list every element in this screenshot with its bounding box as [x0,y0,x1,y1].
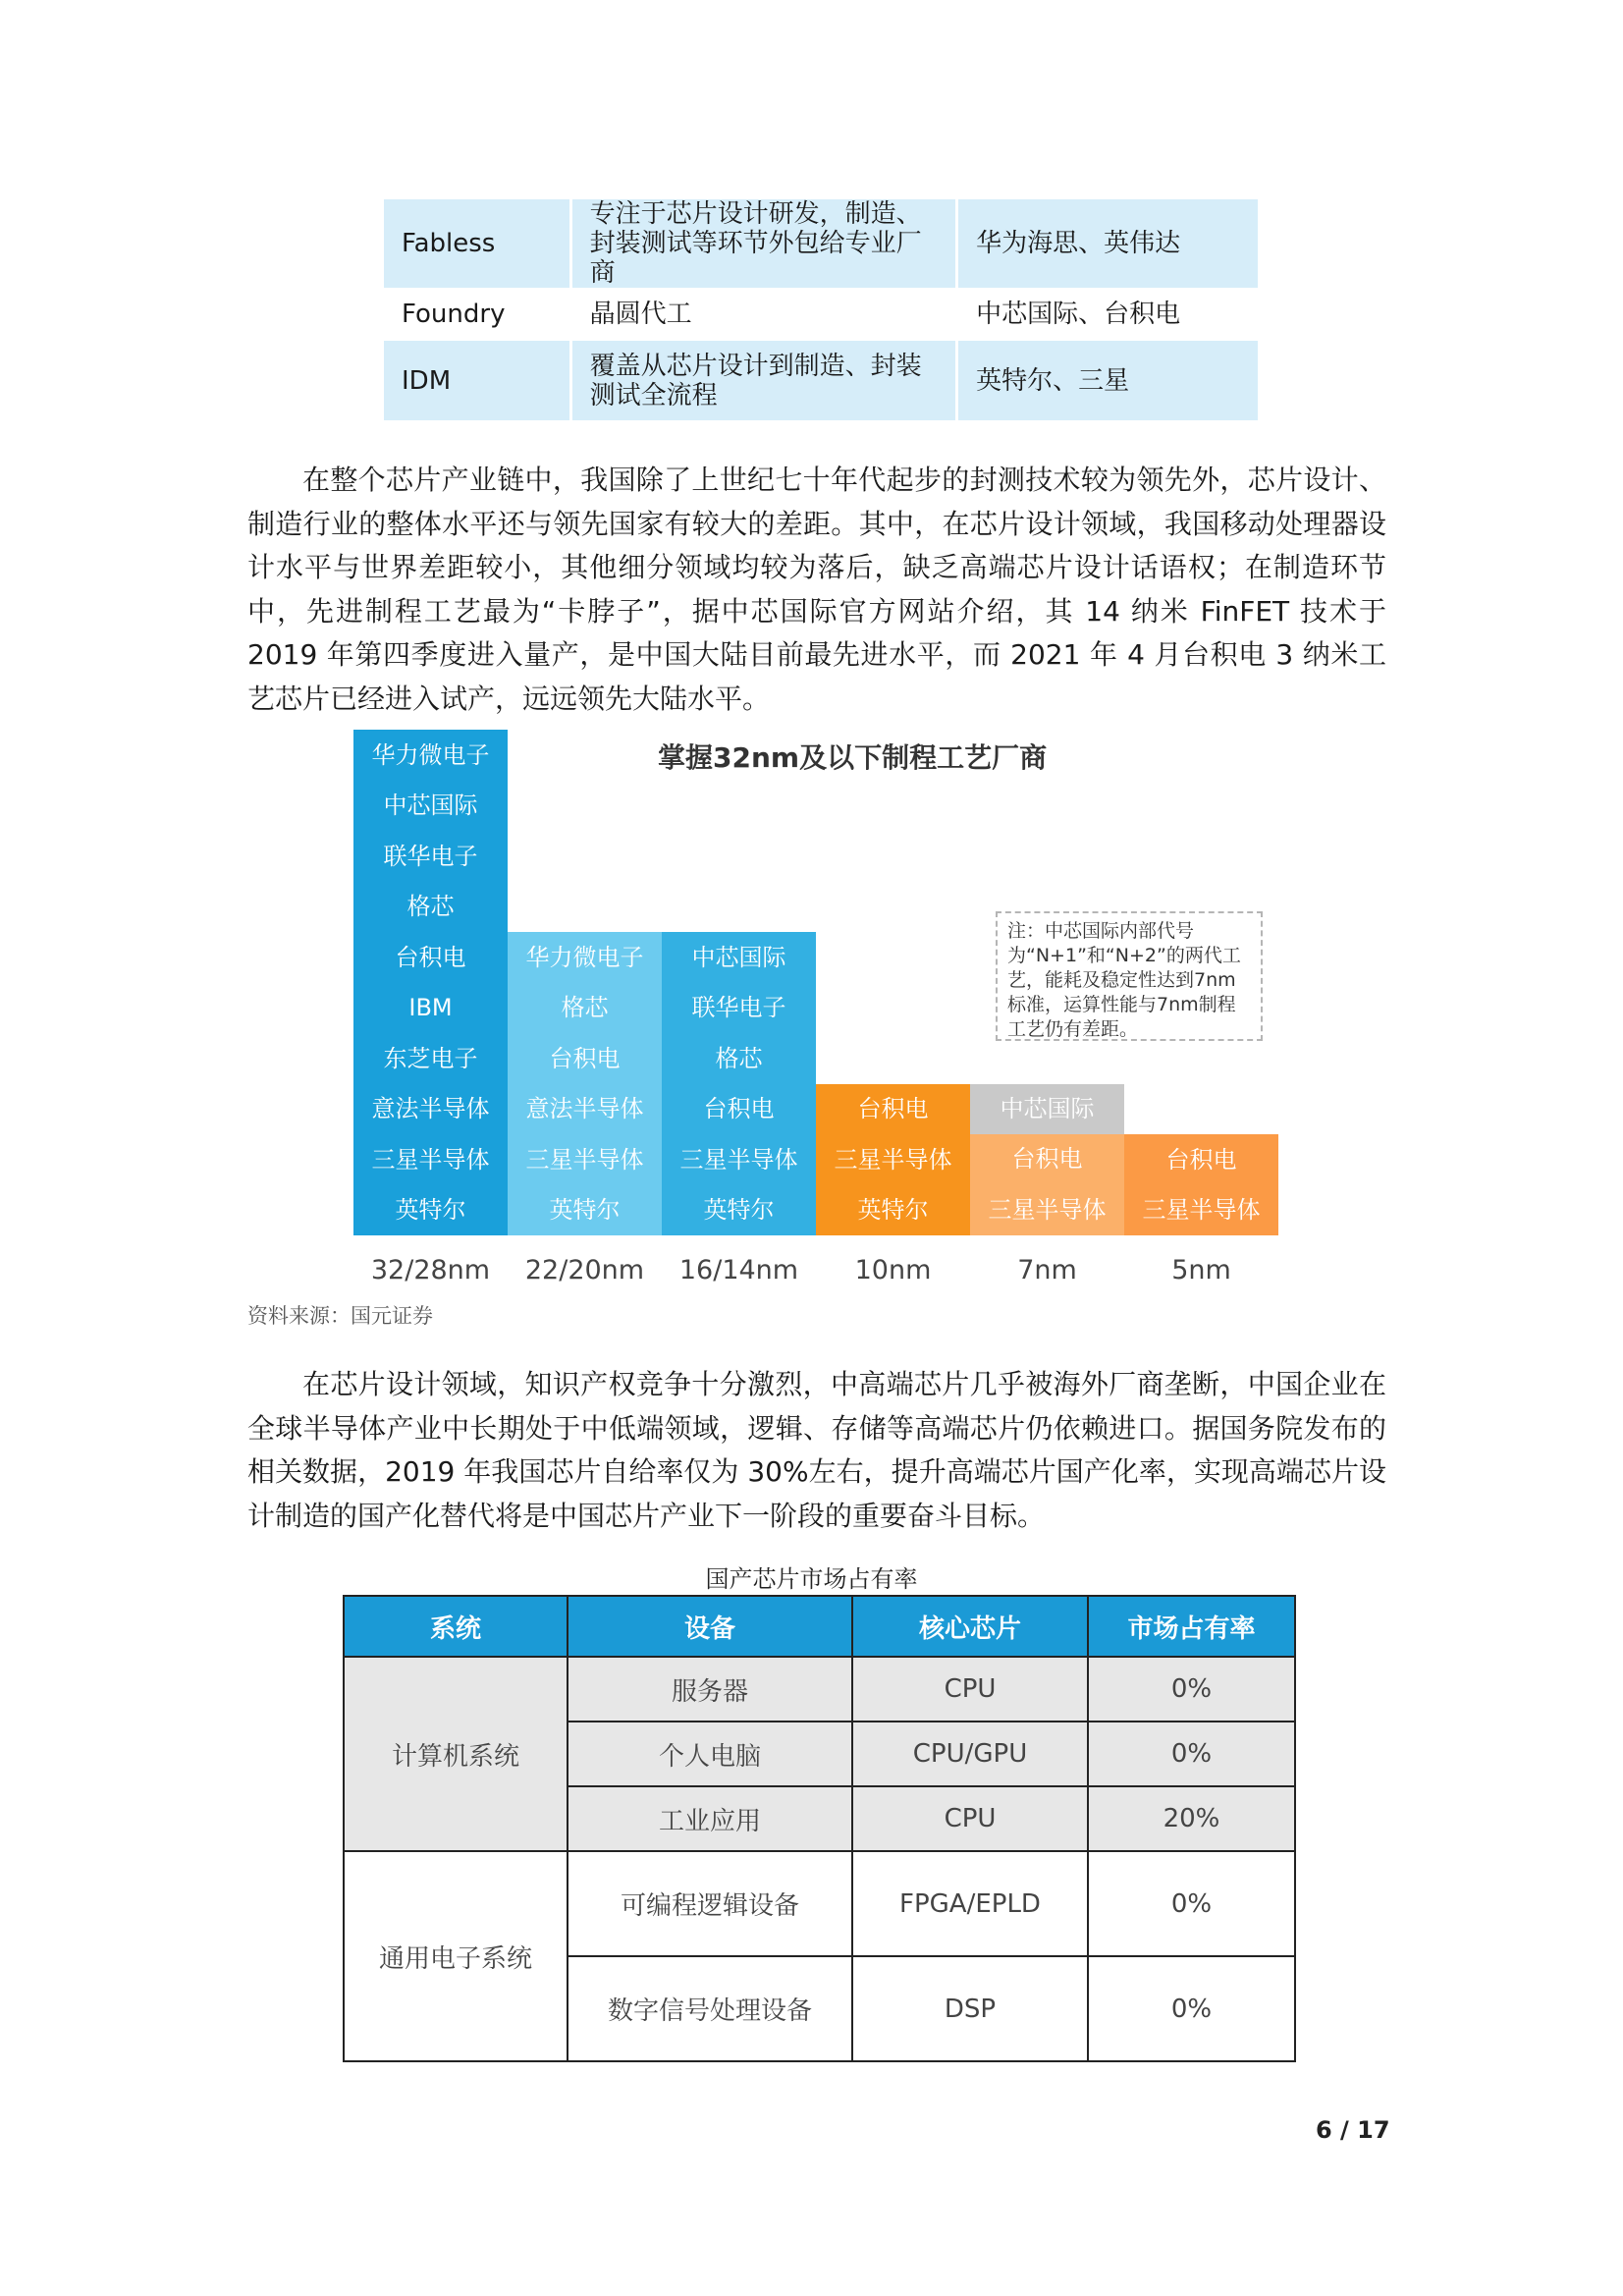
table-row [384,341,1258,420]
share-cell: 0% [1088,1657,1295,1722]
device-cell: 工业应用 [568,1786,852,1851]
share-cell: 0% [1088,1851,1295,1956]
chart-column-10nm [816,1084,970,1236]
body-paragraph: 在芯片设计领域，知识产权竞争十分激烈，中高端芯片几乎被海外厂商垄断，中国企业在全球半导体产业中长期处于中低端领域，逻辑、存储等高端芯片仍依赖进口。据国务院发布的相关数据，2019 年我国芯片自给率仅为 30%左右，提升高端芯片国产化率，实现高端芯片设计制造的国产化替代将是中国芯片产业下一阶段的重要奋斗目标。 [247,1368,1386,1532]
share-cell: 20% [1088,1786,1295,1851]
process-node-chart [344,727,1286,1296]
chip-cell: CPU [852,1786,1088,1851]
chart-company-label: 台积电 [970,1134,1124,1185]
model-cell: Fabless [384,199,572,288]
chart-company-label: 格芯 [715,1044,763,1072]
chart-x-label: 22/20nm [524,1255,645,1285]
chart-company-label: 台积电 [703,1095,775,1123]
share-cell: 0% [1088,1956,1295,2061]
chip-cell: CPU/GPU [852,1722,1088,1786]
chart-column-32-28nm [353,730,508,1235]
chip-cell: FPGA/EPLD [852,1851,1088,1956]
chart-company-label: 三星半导体 [834,1145,952,1174]
chart-company-label: 英特尔 [703,1196,775,1225]
table-row [384,199,1258,288]
market-share-table [343,1595,1296,2062]
chart-x-label: 32/28nm [370,1255,491,1285]
chart-column-22-20nm [508,932,662,1235]
device-cell: 可编程逻辑设备 [568,1851,852,1956]
table-caption: 国产芯片市场占有率 [705,1565,918,1593]
chart-company-label: 联华电子 [691,994,786,1022]
chart-company-label: 格芯 [561,994,609,1022]
device-cell: 服务器 [568,1657,852,1722]
source-label: 资料来源：国元证券 [247,1304,433,1328]
chart-column-5nm [1124,1134,1278,1235]
chart-company-label: 三星半导体 [970,1185,1124,1236]
chip-cell: DSP [852,1956,1088,2061]
examples-cell: 中芯国际、台积电 [958,288,1258,341]
system-cell: 计算机系统 [344,1657,568,1851]
chart-column-16-14nm [662,932,816,1235]
description-cell: 覆盖从芯片设计到制造、封装测试全流程 [572,341,959,420]
table-row [344,1657,1295,1722]
device-cell: 个人电脑 [568,1722,852,1786]
chart-company-label: 三星半导体 [679,1145,798,1174]
business-model-table [384,199,1258,420]
chart-company-label: 中芯国际 [691,943,786,971]
device-cell: 数字信号处理设备 [568,1956,852,2061]
description-cell: 专注于芯片设计研发，制造、封装测试等环节外包给专业厂商 [572,199,959,288]
header-cell: 核心芯片 [852,1596,1088,1657]
chart-company-label: 台积电 [857,1095,929,1123]
chart-x-label: 5nm [1171,1255,1231,1285]
chart-company-label: 英特尔 [395,1196,466,1225]
header-cell: 市场占有率 [1088,1596,1295,1657]
chart-x-label: 10nm [854,1255,932,1285]
share-cell: 0% [1088,1722,1295,1786]
header-cell: 系统 [344,1596,568,1657]
examples-cell: 英特尔、三星 [958,341,1258,420]
table-header-row [344,1596,1295,1657]
chart-company-label: 三星半导体 [1142,1196,1261,1225]
table-row [384,288,1258,341]
chart-company-label: 台积电 [395,943,466,971]
chart-company-label: 意法半导体 [371,1095,490,1123]
model-cell: Foundry [384,288,572,341]
chart-company-label: 华力微电子 [371,740,490,769]
header-cell: 设备 [568,1596,852,1657]
chart-company-label: 中芯国际 [383,792,478,820]
chart-company-label: 三星半导体 [525,1145,644,1174]
chart-note: 注：中芯国际内部代号为“N+1”和“N+2”的两代工艺，能耗及稳定性达到7nm标准，运算性能与7nm制程工艺仍有差距。 [996,911,1263,1041]
chart-company-label: 英特尔 [549,1196,621,1225]
model-cell: IDM [384,341,572,420]
chart-title: 掌握32nm及以下制程工艺厂商 [658,741,1048,774]
chart-company-label: 台积电 [1165,1145,1237,1174]
chart-company-label: 联华电子 [383,842,478,870]
chart-x-label: 7nm [1017,1255,1077,1285]
chart-column-7nm [970,1084,1124,1236]
chart-company-label: IBM [408,994,453,1022]
examples-cell: 华为海思、英伟达 [958,199,1258,288]
chart-company-label: 格芯 [406,893,455,921]
chart-company-label: 中芯国际 [970,1084,1124,1135]
body-paragraph: 在整个芯片产业链中，我国除了上世纪七十年代起步的封测技术较为领先外，芯片设计、制造行业的整体水平还与领先国家有较大的差距。其中，在芯片设计领域，我国移动处理器设计水平与世界差距较小，其他细分领域均较为落后，缺乏高端芯片设计话语权；在制造环节中，先进制程工艺最为“卡脖子”，据中芯国际官方网站介绍，其 14 纳米 FinFET 技术于 2019 年第四季度进入量产，是中国大陆目前最先进水平，而 2021 年 4 月台积电 3 纳米工艺芯片已经进入试产，远远领先大陆水平。 [247,464,1386,715]
chart-company-label: 华力微电子 [525,943,644,971]
chart-company-label: 意法半导体 [525,1095,644,1123]
table-row [344,1851,1295,1956]
chart-x-label: 16/14nm [678,1255,799,1285]
chip-cell: CPU [852,1657,1088,1722]
description-cell: 晶圆代工 [572,288,959,341]
chart-company-label: 台积电 [549,1044,621,1072]
system-cell: 通用电子系统 [344,1851,568,2061]
page-number: 6 / 17 [1316,2116,1390,2144]
chart-company-label: 三星半导体 [371,1145,490,1174]
chart-company-label: 英特尔 [857,1196,929,1225]
chart-company-label: 东芝电子 [383,1044,478,1072]
